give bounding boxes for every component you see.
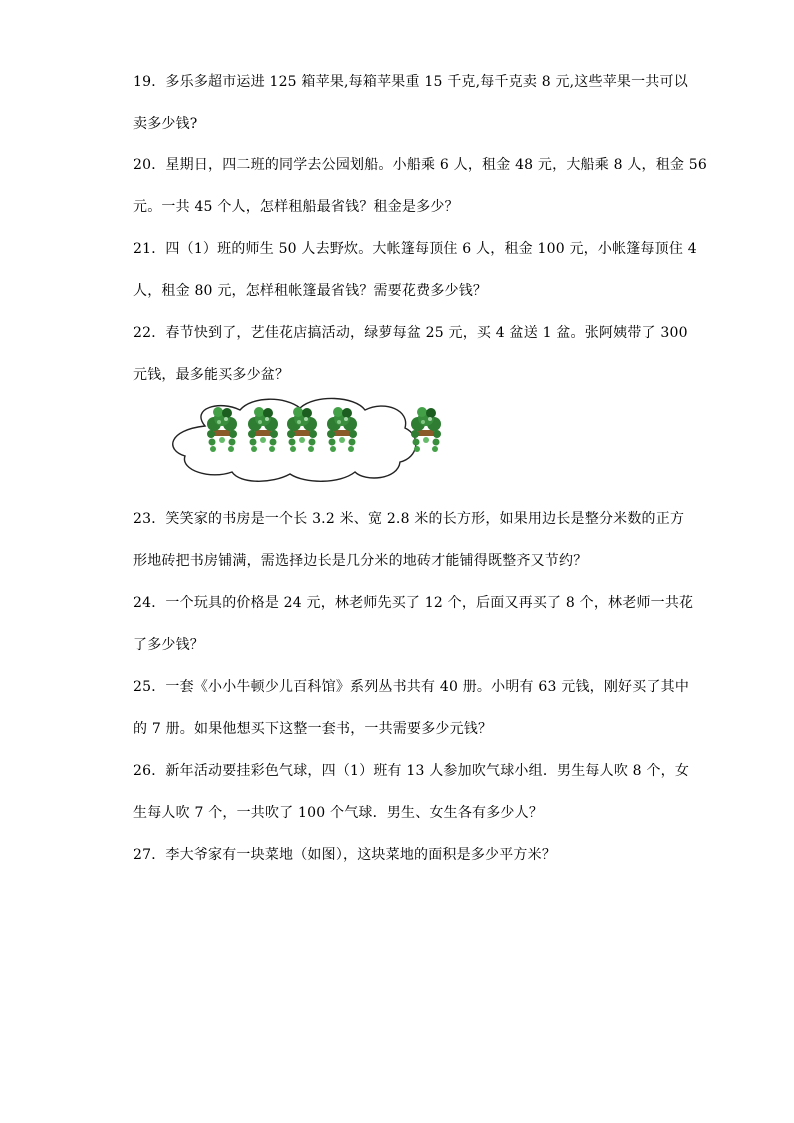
problem-25-line-2: 的 7 册。如果他想买下这整一套书，一共需要多少元钱？ <box>133 721 493 737</box>
plant-offer-illustration <box>160 388 460 488</box>
problem-24-line-2: 了多少钱？ <box>133 637 204 653</box>
problem-23-line-2: 形地砖把书房铺满，需选择边长是几分米的地砖才能铺得既整齐又节约？ <box>133 553 588 569</box>
problem-25-line-1: 25．一套《小小牛顿少儿百科馆》系列丛书共有 40 册。小明有 63 元钱，刚好买了其中 <box>133 679 690 695</box>
problem-20-line-2: 元。一共 45 个人，怎样租船最省钱？租金是多少？ <box>133 199 459 215</box>
problem-26-line-2: 生每人吹 7 个，一共吹了 100 个气球．男生、女生各有多少人？ <box>133 805 544 821</box>
problem-23-line-1: 23．笑笑家的书房是一个长 3.2 米、宽 2.8 米的长方形，如果用边长是整分米数的正方 <box>133 511 685 527</box>
problem-24-line-1: 24．一个玩具的价格是 24 元，林老师先买了 12 个，后面又再买了 8 个，林老师一共花 <box>133 595 694 611</box>
potted-plant-icon <box>411 407 441 452</box>
problem-26-line-1: 26．新年活动要挂彩色气球，四（1）班有 13 人参加吹气球小组．男生每人吹 8 个，女 <box>133 763 690 779</box>
problem-19-line-2: 卖多少钱? <box>133 116 198 132</box>
problem-22-line-2: 元钱，最多能买多少盆？ <box>133 367 290 383</box>
problem-21-line-2: 人，租金 80 元，怎样租帐篷最省钱？需要花费多少钱？ <box>133 283 488 299</box>
problem-19-line-1: 19．多乐多超市运进 125 箱苹果,每箱苹果重 15 千克,每千克卖 8 元,这些苹果一共可以 <box>133 74 688 90</box>
problem-20-line-1: 20．星期日，四二班的同学去公园划船。小船乘 6 人，租金 48 元，大船乘 8 人，租金 56 <box>133 157 708 173</box>
problem-22-line-1: 22．春节快到了，艺佳花店搞活动，绿萝每盆 25 元，买 4 盆送 1 盆。张阿姨带了 300 <box>133 325 688 341</box>
problem-21-line-1: 21．四（1）班的师生 50 人去野炊。大帐篷每顶住 6 人，租金 100 元，小帐篷每顶住 4 <box>133 241 697 257</box>
problem-27-line-1: 27．李大爷家有一块菜地（如图），这块菜地的面积是多少平方米？ <box>133 847 557 863</box>
